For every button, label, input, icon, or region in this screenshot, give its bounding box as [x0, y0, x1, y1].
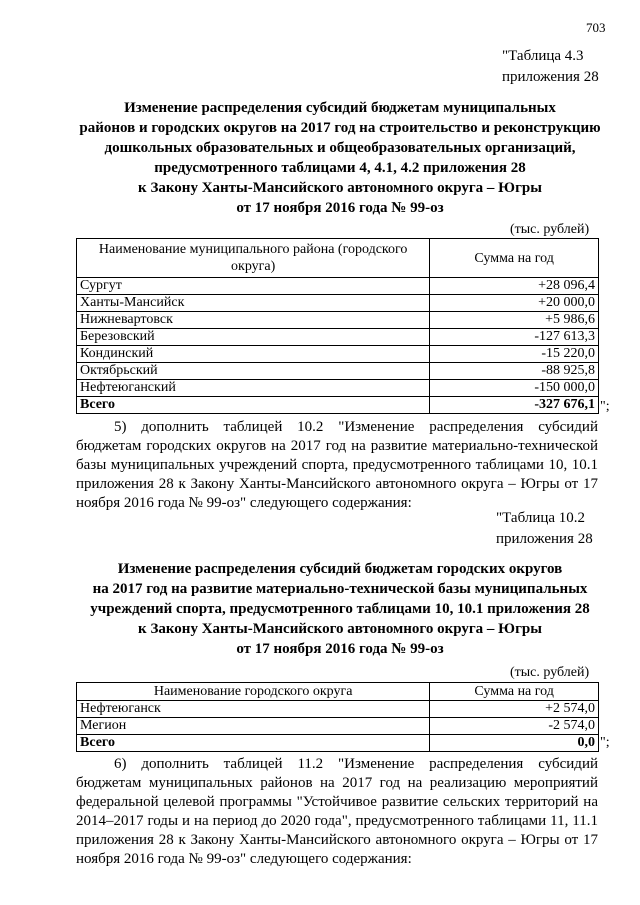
row-value: -88 925,8 — [430, 363, 599, 380]
row-name: Ханты-Мансийск — [77, 295, 430, 312]
table2-title-line: учреждений спорта, предусмотренного таблицами 10, 10.1 приложения 28 — [90, 601, 590, 617]
table1-units: (тыс. рублей) — [510, 222, 590, 237]
table2-header-sum: Сумма на год — [430, 683, 599, 701]
row-name: Кондинский — [77, 346, 430, 363]
table2-title-line: на 2017 год на развитие материально-технической базы муниципальных — [92, 581, 588, 597]
table2-ref — [496, 508, 593, 550]
table-row — [77, 701, 599, 718]
table2 — [76, 682, 599, 752]
row-name: Нефтеюганск — [77, 701, 430, 718]
table-row — [77, 278, 599, 295]
row-name: Сургут — [77, 278, 430, 295]
table2-total-row — [77, 735, 599, 752]
table1-title-line: к Закону Ханты-Мансийского автономного округа – Югры — [138, 180, 542, 196]
table1-title-line: от 17 ноября 2016 года № 99-оз — [236, 200, 444, 216]
table1-total-row — [77, 397, 599, 414]
total-label: Всего — [77, 735, 430, 752]
table-row — [77, 312, 599, 329]
row-value: -127 613,3 — [430, 329, 599, 346]
row-name: Нижневартовск — [77, 312, 430, 329]
table2-title — [60, 559, 620, 659]
table2-title-line: к Закону Ханты-Мансийского автономного округа – Югры — [138, 621, 542, 637]
row-value: +2 574,0 — [430, 701, 599, 718]
paragraph-5: 5) дополнить таблицей 10.2 "Изменение распределения субсидий бюджетам городских округов на 2017 год на развитие материально-технической базы муниципальных учреждений спорта, предусмотренного таблицами 10, 10.1 приложения 28 к Закону Ханты-Мансийского автономного округа – Югры от 17 ноября 2016 года № 99-оз" следующего содержания: — [76, 419, 598, 511]
row-name: Мегион — [77, 718, 430, 735]
total-value: -327 676,1 — [430, 397, 599, 414]
table-row — [77, 295, 599, 312]
table1-title-line: дошкольных образовательных и общеобразовательных организаций, — [104, 140, 576, 156]
table2-ref-line1: "Таблица 10.2 — [496, 510, 586, 526]
table2-title-line: от 17 ноября 2016 года № 99-оз — [236, 641, 444, 657]
row-value: -15 220,0 — [430, 346, 599, 363]
total-value: 0,0 — [430, 735, 599, 752]
table1-header-row — [77, 239, 599, 278]
table1-title — [60, 98, 620, 218]
row-value: +5 986,6 — [430, 312, 599, 329]
table-row — [77, 718, 599, 735]
table1-ref-line2: приложения 28 — [502, 69, 599, 85]
paragraph-6: 6) дополнить таблицей 11.2 "Изменение распределения субсидий бюджетам муниципальных районов на 2017 год на реализацию мероприятий федеральной целевой программы "Устойчивое развитие сельских территорий на 2014–2017 годы и на период до 2020 года", предусмотренного таблицами 11, 11.1 приложения 28 к Закону Ханты-Мансийского автономного округа – Югры от 17 ноября 2016 года № 99-оз" следующего содержания: — [76, 756, 598, 867]
table2-closing-quote: "; — [600, 735, 610, 750]
row-value: -150 000,0 — [430, 380, 599, 397]
table1-closing-quote: "; — [600, 399, 610, 414]
total-label: Всего — [77, 397, 430, 414]
table1-header-sum: Сумма на год — [430, 239, 599, 278]
row-value: +20 000,0 — [430, 295, 599, 312]
page-number: 703 — [586, 20, 606, 35]
row-value: +28 096,4 — [430, 278, 599, 295]
table1-title-line: предусмотренного таблицами 4, 4.1, 4.2 приложения 28 — [154, 160, 526, 176]
table2-header-row — [77, 683, 599, 701]
table1-ref-line1: "Таблица 4.3 — [502, 48, 584, 64]
row-value: -2 574,0 — [430, 718, 599, 735]
table-row — [77, 346, 599, 363]
table2-ref-line2: приложения 28 — [496, 531, 593, 547]
table1-title-line: районов и городских округов на 2017 год на строительство и реконструкцию — [79, 120, 601, 136]
table2-title-line: Изменение распределения субсидий бюджетам городских округов — [117, 561, 563, 577]
table2-header-name: Наименование городского округа — [77, 683, 430, 701]
table-row — [77, 363, 599, 380]
row-name: Октябрьский — [77, 363, 430, 380]
table2-units: (тыс. рублей) — [510, 665, 590, 680]
table1-title-line: Изменение распределения субсидий бюджетам муниципальных — [124, 100, 556, 116]
row-name: Березовский — [77, 329, 430, 346]
table-row — [77, 380, 599, 397]
table1 — [76, 238, 599, 414]
row-name: Нефтеюганский — [77, 380, 430, 397]
table1-ref — [502, 46, 599, 88]
table-row — [77, 329, 599, 346]
table1-header-name: Наименование муниципального района (городского округа) — [77, 239, 430, 278]
